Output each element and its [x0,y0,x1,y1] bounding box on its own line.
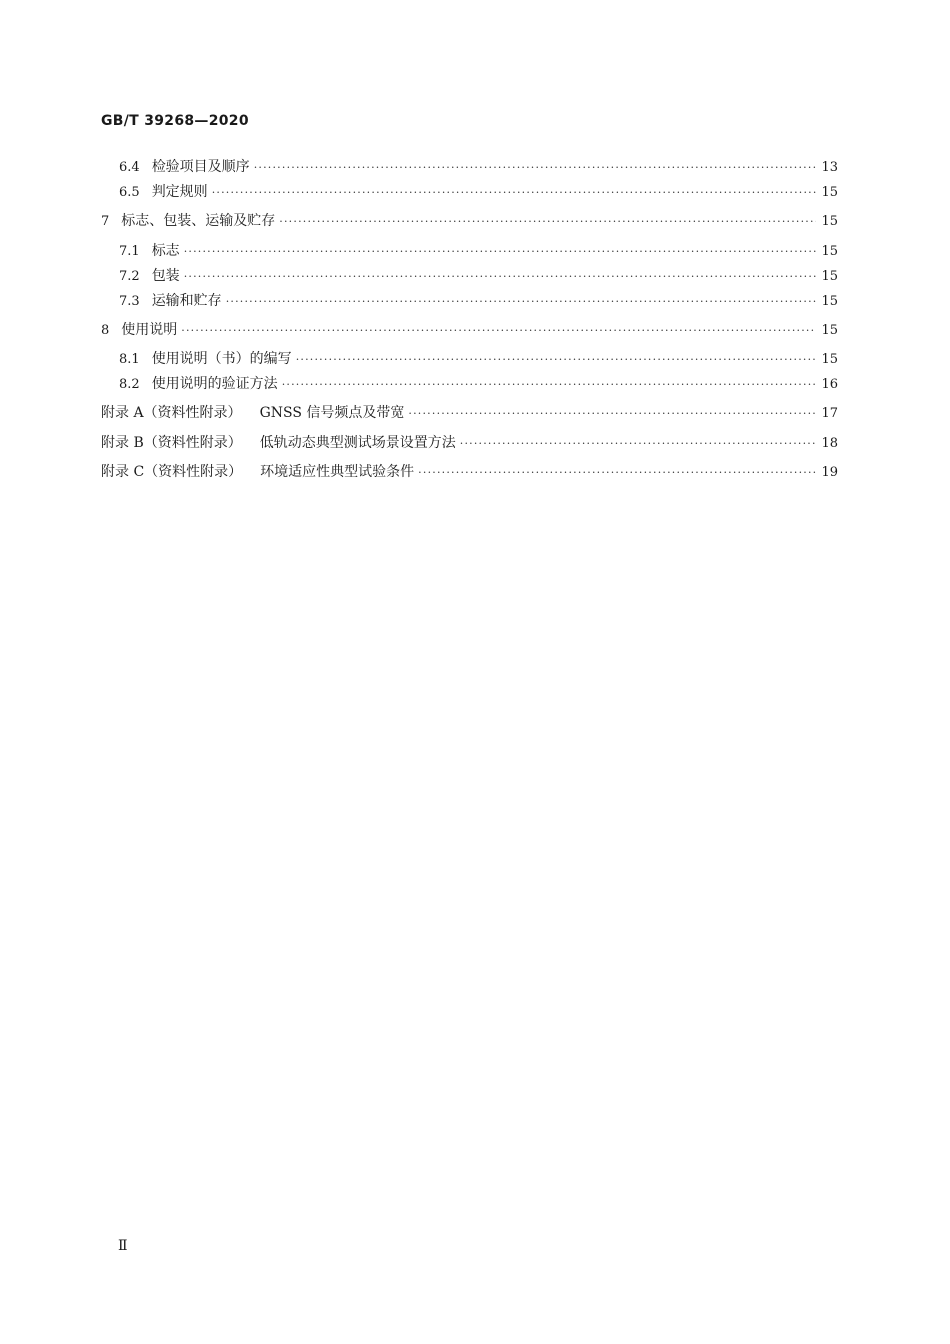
toc-number: 7.1 [119,244,140,259]
toc-number: 6.5 [119,185,140,200]
toc-title: 标志 [151,243,180,259]
dot-leader [418,461,816,485]
toc-number: 7.3 [119,294,140,309]
dot-leader [181,319,816,343]
dot-leader [226,290,816,314]
toc-title: 使用说明（书）的编写 [151,351,292,367]
toc-title: 检验项目及顺序 [151,159,250,175]
dot-leader [279,210,816,234]
annex-label: 附录 C（资料性附录） [101,464,243,480]
toc-title: 使用说明 [121,322,178,338]
toc-title: 使用说明的验证方法 [151,376,278,392]
toc-title: 判定规则 [151,184,208,200]
toc-number: 8 [101,323,110,338]
toc-page: 15 [821,185,838,200]
toc-page: 15 [821,294,838,309]
toc-page: 17 [821,406,838,421]
toc-title: 包装 [151,268,180,284]
toc-page: 15 [821,269,838,284]
annex-label: 附录 A（资料性附录） [101,405,242,421]
dot-leader [460,432,816,456]
toc-entry-7-1[interactable] [119,239,838,263]
toc-entry-8-2[interactable] [119,372,838,396]
toc-entry-6-5[interactable] [119,180,838,204]
toc-page: 19 [821,465,838,480]
dot-leader [184,240,816,264]
toc-page: 15 [821,214,838,229]
toc-page: 13 [821,160,838,175]
toc-entry-annex-c[interactable] [101,460,838,484]
toc-title: GNSS 信号频点及带宽 [259,405,405,421]
toc-entry-6-4[interactable] [119,155,838,179]
toc-page: 15 [821,352,838,367]
toc-entry-annex-a[interactable] [101,401,838,425]
toc-number: 8.2 [119,377,140,392]
toc-entry-8[interactable] [101,318,838,342]
toc-number: 7.2 [119,269,140,284]
toc-entry-8-1[interactable] [119,347,838,371]
dot-leader [408,402,816,426]
toc-number: 7 [101,214,110,229]
toc-page: 18 [821,436,838,451]
toc-title: 环境适应性典型试验条件 [260,464,415,480]
toc-number: 8.1 [119,352,140,367]
dot-leader [254,156,816,180]
annex-label: 附录 B（资料性附录） [101,435,242,451]
standard-number: GB/T 39268—2020 [101,113,249,129]
dot-leader [212,181,816,205]
toc-entry-annex-b[interactable] [101,431,838,455]
page-number: Ⅱ [118,1238,128,1254]
dot-leader [282,373,816,397]
toc-number: 6.4 [119,160,140,175]
toc-entry-7-3[interactable] [119,289,838,313]
dot-leader [296,348,816,372]
toc-page: 16 [821,377,838,392]
toc-title: 运输和贮存 [151,293,222,309]
toc-entry-7-2[interactable] [119,264,838,288]
toc-title: 低轨动态典型测试场景设置方法 [259,435,456,451]
toc-title: 标志、包装、运输及贮存 [121,213,276,229]
toc-page: 15 [821,323,838,338]
toc-entry-7[interactable] [101,209,838,233]
toc-page: 15 [821,244,838,259]
dot-leader [184,265,816,289]
